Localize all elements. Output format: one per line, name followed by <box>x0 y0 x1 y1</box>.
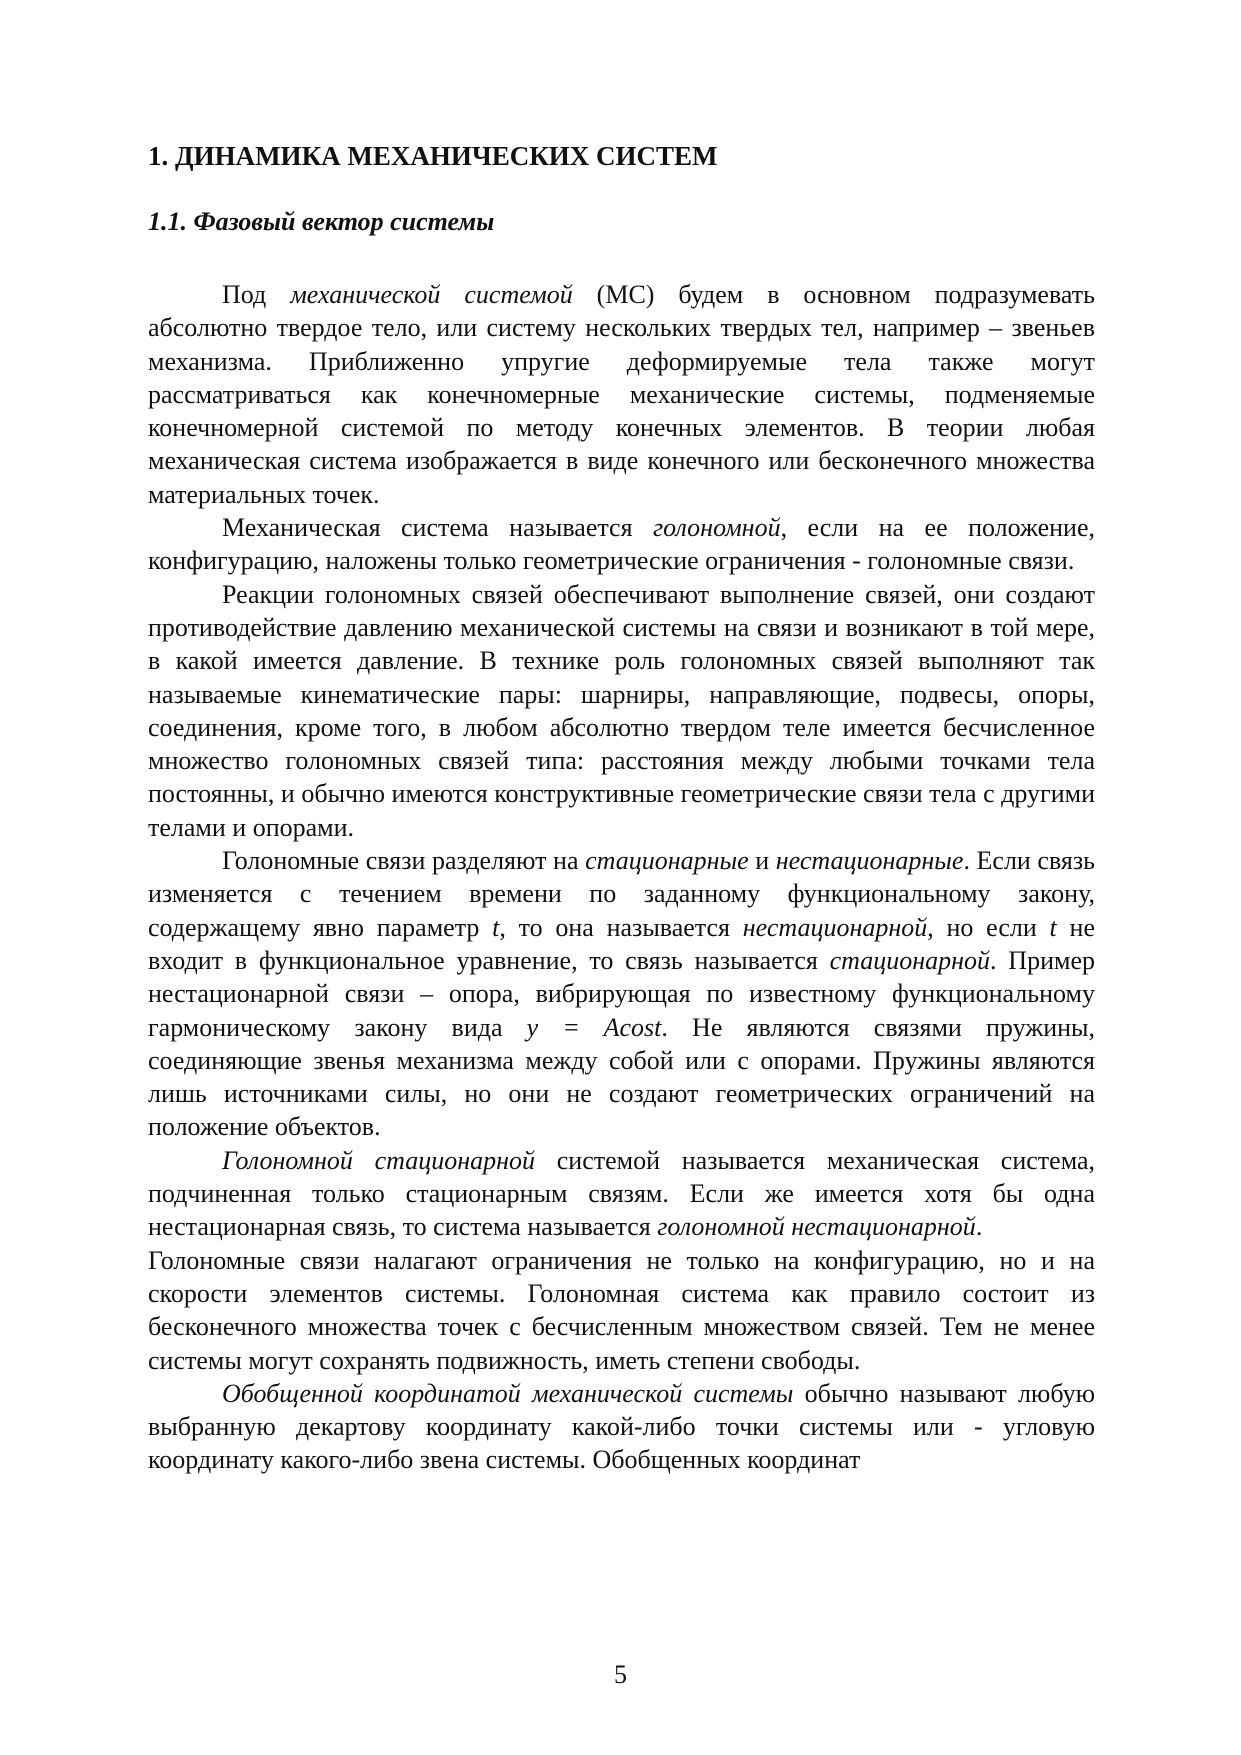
page-number: 5 <box>614 1660 627 1689</box>
paragraph-4-text-k: не входит в функциональное уравнение, то связь называется <box>148 912 1095 975</box>
paragraph-4-var-t: t <box>492 912 500 942</box>
paragraph-4-term-nonstationary: нестационарные <box>775 846 964 876</box>
paragraph-7-term: Обобщенной координатой механической системы <box>222 1378 794 1408</box>
paragraph-4-formula: y = Acost <box>526 1012 662 1042</box>
paragraph-5-text-d: . <box>975 1212 983 1242</box>
paragraph-2-term: голономной <box>653 513 781 543</box>
paragraph-4-text-n: . Не являются связями пружины, соединяющие звенья механизма между собой или с опорами. Пружины являются лишь источниками силы, но они не создают геометрических ограничений на положение объектов. <box>148 1012 1095 1142</box>
paragraph-5-text-b: системой называется механическая система, подчиненная только стационарным связям. Если же имеется хотя бы одна нестационарная связь, то система называется <box>148 1145 1096 1242</box>
paragraph-5-term-2: голономной нестационарной <box>657 1212 976 1242</box>
paragraph-1-text-a: Под <box>222 280 291 309</box>
paragraph-3: Реакции голономных связей обеспечивают выполнение связей, они создают противодействие давлению механической системы на связи и возникают в той мере, в какой имеется давление. В технике роль голономных связей выполняют так называемые кинематические пары: шарниры, направляющие, подвесы, опоры, соединения, кроме того, в любом абсолютно твердом теле имеется бесчисленное множество голономных связей типа: расстояния между любыми точками тела постоянны, и обычно имеются конструктивные геометрические связи тела с другими телами и опорами. <box>148 579 1095 842</box>
paragraph-4-text-i: , но если <box>927 912 1050 942</box>
paragraph-2 <box>148 511 1095 578</box>
paragraph-5 <box>148 1144 1095 1244</box>
paragraph-4-term-stationary-2: стационарной <box>829 945 991 975</box>
paragraph-4-term-stationary: стационарные <box>585 846 749 876</box>
section-heading: 1.1. Фазовый вектор системы <box>148 207 495 236</box>
paragraph-4-var-t-2: t <box>1049 912 1057 942</box>
paragraph-4 <box>148 844 1095 1144</box>
paragraph-1-term: механической системой <box>290 280 573 309</box>
paragraph-4-text-a: Голономные связи разделяют на <box>222 846 586 876</box>
paragraph-7-text-b: обычно называют любую выбранную декартову координату какой-либо точки системы или - угловую координату какого-либо звена системы. Обобщенных координат <box>148 1378 1095 1475</box>
page-body <box>148 140 1095 1477</box>
chapter-heading: 1. ДИНАМИКА МЕХАНИЧЕСКИХ СИСТЕМ <box>148 141 718 171</box>
paragraph-4-text-g: , то она называется <box>499 912 743 942</box>
paragraph-4-text-m: . Пример нестационарной связи – опора, вибрирующая по известному функциональному гармоническому закону вида <box>148 945 1095 1042</box>
paragraph-1-text-c: (МС) будем в основном подразумевать абсолютно твердое тело, или систему нескольких твердых тел, например – звеньев механизма. Приближенно упругие деформируемые тела также могут рассматриваться как конечномерные механические системы, подменяемые конечномерной системой по методу конечных элементов. В теории любая механическая система изображается в виде конечного или бесконечного множества материальных точек. <box>148 280 1095 509</box>
paragraph-4-term-nonstationary-2: нестационарной <box>742 912 928 942</box>
paragraph-6: Голономные связи налагают ограничения не только на конфигурацию, но и на скорости элементов системы. Голономная система как правило состоит из бесконечного множества точек с бесчисленным множеством связей. Тем не менее системы могут сохранять подвижность, иметь степени свободы. <box>148 1245 1095 1375</box>
paragraph-5-term: Голономной стационарной <box>222 1145 536 1175</box>
paragraph-4-text-c: и <box>748 846 776 876</box>
paragraph-2-text-a: Механическая система называется <box>222 513 654 543</box>
paragraph-7 <box>148 1377 1095 1477</box>
paragraph-2-text-c: , если на ее положение, конфигурацию, наложены только геометрические ограничения - голономные связи. <box>148 513 1096 576</box>
paragraph-1 <box>148 278 1095 511</box>
paragraph-4-text-e: . Если связь изменяется с течением времени по заданному функциональному закону, содержащему явно параметр <box>148 846 1095 942</box>
